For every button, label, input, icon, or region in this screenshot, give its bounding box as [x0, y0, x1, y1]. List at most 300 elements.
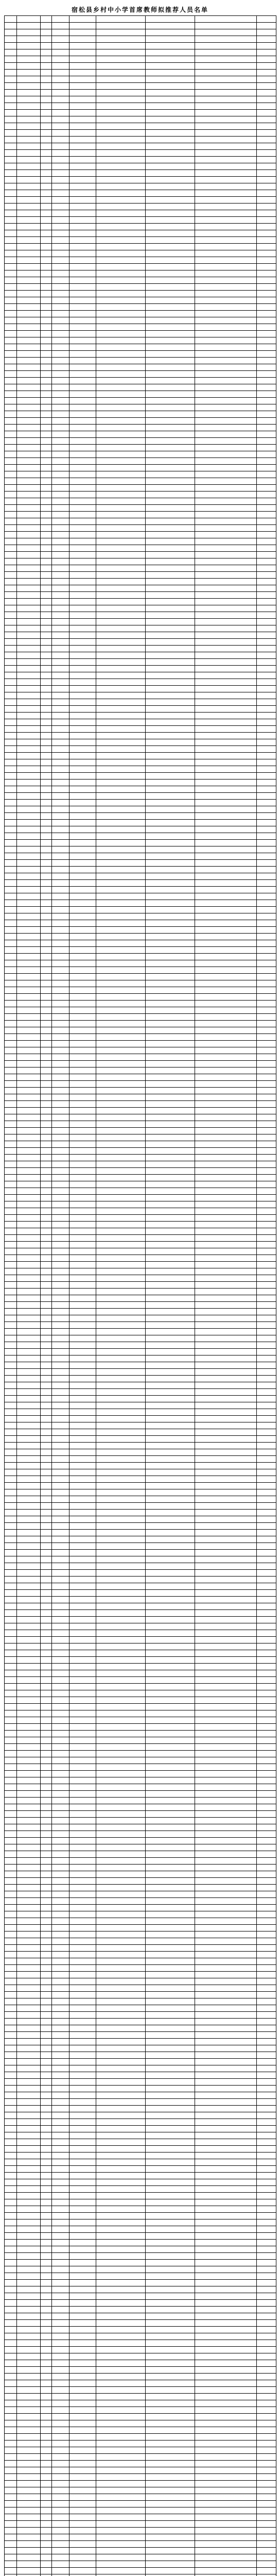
table-cell: [96, 1054, 146, 1061]
table-cell: [5, 1155, 17, 1161]
table-cell: [52, 2494, 69, 2501]
table-cell: [69, 1623, 96, 1630]
table-cell: [96, 465, 146, 471]
table-cell: [52, 927, 69, 934]
table-row: [5, 974, 276, 980]
table-cell: [96, 1188, 146, 1195]
table-cell: [41, 1731, 52, 1737]
table-cell: [17, 940, 41, 947]
table-cell: [96, 1885, 146, 1891]
table-cell: [41, 1617, 52, 1623]
table-cell: [5, 2528, 17, 2534]
table-cell: [5, 2327, 17, 2333]
table-cell: [96, 110, 146, 116]
table-cell: [96, 1925, 146, 1931]
table-cell: [96, 913, 146, 920]
table-cell: [96, 733, 146, 739]
table-row: [5, 270, 276, 277]
table-cell: [146, 183, 195, 190]
table-cell: [52, 585, 69, 592]
table-cell: [96, 1389, 146, 1396]
table-cell: [195, 867, 257, 873]
table-cell: [5, 766, 17, 773]
table-cell: [5, 1389, 17, 1396]
table-cell: [146, 49, 195, 56]
table-cell: [146, 686, 195, 692]
table-cell: [5, 1650, 17, 1657]
table-cell: [41, 1965, 52, 1972]
table-cell: [17, 2548, 41, 2554]
table-cell: [195, 612, 257, 619]
table-cell: [69, 311, 96, 317]
table-cell: [5, 1134, 17, 1141]
table-cell: [69, 130, 96, 137]
table-cell: [257, 699, 276, 706]
table-cell: [146, 2072, 195, 2079]
table-cell: [146, 826, 195, 833]
table-cell: [146, 532, 195, 538]
table-cell: [41, 2400, 52, 2407]
table-cell: [195, 398, 257, 404]
table-row: [5, 2019, 276, 2025]
table-cell: [52, 1556, 69, 1563]
table-cell: [5, 1831, 17, 1838]
table-cell: [17, 143, 41, 150]
table-cell: [195, 1382, 257, 1389]
table-row: [5, 605, 276, 612]
table-cell: [146, 773, 195, 779]
table-cell: [41, 291, 52, 297]
table-cell: [69, 284, 96, 291]
table-cell: [96, 1998, 146, 2005]
table-cell: [257, 2266, 276, 2273]
table-cell: [195, 1396, 257, 1402]
table-cell: [257, 1965, 276, 1972]
table-cell: [17, 994, 41, 1001]
table-cell: [257, 284, 276, 291]
table-cell: [52, 2307, 69, 2313]
table-cell: [195, 438, 257, 445]
table-cell: [52, 1583, 69, 1590]
table-row: [5, 545, 276, 552]
table-cell: [69, 1610, 96, 1617]
table-cell: [146, 820, 195, 826]
table-cell: [146, 1610, 195, 1617]
column-header: [96, 16, 146, 23]
table-cell: [17, 659, 41, 666]
table-cell: [257, 1409, 276, 1416]
table-cell: [146, 1463, 195, 1469]
table-cell: [146, 1617, 195, 1623]
table-cell: [69, 2199, 96, 2206]
table-cell: [17, 284, 41, 291]
table-cell: [52, 1978, 69, 1985]
table-cell: [146, 1664, 195, 1670]
table-cell: [146, 1630, 195, 1637]
table-cell: [41, 1483, 52, 1489]
table-cell: [146, 1074, 195, 1081]
table-cell: [146, 2347, 195, 2353]
table-cell: [96, 1570, 146, 1577]
table-cell: [5, 411, 17, 418]
table-cell: [257, 143, 276, 150]
table-row: [5, 558, 276, 565]
table-cell: [257, 1891, 276, 1898]
table-cell: [41, 1938, 52, 1945]
table-cell: [195, 1027, 257, 1034]
table-cell: [146, 2461, 195, 2467]
table-cell: [5, 90, 17, 96]
table-cell: [17, 1422, 41, 1429]
table-cell: [17, 76, 41, 83]
table-cell: [17, 498, 41, 505]
table-cell: [41, 1657, 52, 1664]
table-cell: [52, 1436, 69, 1443]
table-cell: [96, 1242, 146, 1248]
table-cell: [17, 1449, 41, 1456]
table-cell: [5, 1148, 17, 1155]
table-cell: [41, 2534, 52, 2541]
table-row: [5, 2106, 276, 2112]
table-cell: [17, 1121, 41, 1128]
table-cell: [5, 1376, 17, 1382]
column-header: [257, 16, 276, 23]
table-cell: [5, 1523, 17, 1530]
table-cell: [96, 840, 146, 846]
table-cell: [69, 1637, 96, 1643]
table-cell: [52, 1710, 69, 1717]
table-cell: [69, 177, 96, 183]
table-cell: [41, 1463, 52, 1469]
table-cell: [17, 56, 41, 63]
table-cell: [52, 1577, 69, 1583]
table-cell: [96, 1141, 146, 1148]
table-cell: [52, 204, 69, 210]
table-cell: [5, 2126, 17, 2132]
table-row: [5, 1275, 276, 1282]
table-cell: [96, 1811, 146, 1818]
table-cell: [96, 786, 146, 793]
table-cell: [69, 70, 96, 76]
table-cell: [17, 518, 41, 525]
table-cell: [257, 210, 276, 217]
table-cell: [96, 2407, 146, 2414]
table-cell: [52, 2179, 69, 2186]
table-cell: [52, 270, 69, 277]
table-cell: [69, 2146, 96, 2153]
table-cell: [5, 900, 17, 907]
table-cell: [5, 130, 17, 137]
table-cell: [257, 1402, 276, 1409]
table-cell: [41, 96, 52, 103]
table-cell: [146, 103, 195, 110]
table-cell: [257, 1650, 276, 1657]
table-cell: [146, 177, 195, 183]
table-cell: [17, 833, 41, 840]
table-cell: [69, 525, 96, 532]
table-cell: [69, 1992, 96, 1998]
table-row: [5, 1396, 276, 1402]
table-cell: [41, 1128, 52, 1134]
table-cell: [41, 478, 52, 485]
table-cell: [17, 2186, 41, 2193]
table-cell: [69, 793, 96, 800]
table-cell: [52, 1242, 69, 1248]
table-cell: [195, 1831, 257, 1838]
table-cell: [69, 2132, 96, 2139]
table-cell: [17, 2360, 41, 2367]
table-cell: [52, 1001, 69, 1007]
table-cell: [257, 1570, 276, 1577]
table-cell: [146, 351, 195, 358]
table-cell: [69, 773, 96, 779]
table-cell: [195, 739, 257, 746]
table-cell: [96, 759, 146, 766]
table-cell: [5, 846, 17, 853]
table-cell: [17, 1597, 41, 1603]
table-cell: [41, 2206, 52, 2213]
table-cell: [69, 1054, 96, 1061]
table-cell: [5, 512, 17, 518]
table-cell: [257, 994, 276, 1001]
table-cell: [96, 2374, 146, 2380]
table-row: [5, 1503, 276, 1510]
table-cell: [69, 659, 96, 666]
table-cell: [96, 2079, 146, 2086]
table-cell: [257, 1603, 276, 1610]
table-cell: [17, 1630, 41, 1637]
table-cell: [69, 304, 96, 311]
table-cell: [69, 358, 96, 364]
table-row: [5, 2427, 276, 2434]
table-cell: [195, 632, 257, 639]
table-cell: [146, 1322, 195, 1329]
table-cell: [52, 1014, 69, 1021]
table-cell: [41, 1885, 52, 1891]
table-row: [5, 1844, 276, 1851]
table-cell: [146, 2387, 195, 2394]
table-cell: [69, 1530, 96, 1536]
table-cell: [195, 1556, 257, 1563]
table-cell: [257, 2032, 276, 2039]
table-cell: [96, 1684, 146, 1690]
table-cell: [96, 1851, 146, 1858]
table-cell: [52, 1550, 69, 1556]
table-cell: [17, 1945, 41, 1952]
table-cell: [195, 2554, 257, 2561]
table-cell: [146, 1570, 195, 1577]
table-cell: [52, 364, 69, 371]
table-row: [5, 150, 276, 157]
table-cell: [17, 1697, 41, 1704]
table-cell: [257, 659, 276, 666]
table-cell: [257, 2293, 276, 2300]
table-cell: [146, 2045, 195, 2052]
table-cell: [257, 458, 276, 465]
table-cell: [5, 753, 17, 759]
table-cell: [69, 431, 96, 438]
table-cell: [52, 1898, 69, 1905]
table-cell: [146, 940, 195, 947]
table-cell: [195, 1985, 257, 1992]
table-cell: [96, 2280, 146, 2286]
table-cell: [257, 505, 276, 512]
table-cell: [195, 1697, 257, 1704]
table-cell: [96, 2501, 146, 2507]
table-cell: [146, 639, 195, 646]
table-cell: [52, 967, 69, 974]
table-cell: [69, 1972, 96, 1978]
table-cell: [5, 1349, 17, 1355]
table-cell: [96, 1443, 146, 1449]
table-cell: [5, 284, 17, 291]
table-cell: [41, 579, 52, 585]
table-cell: [195, 1121, 257, 1128]
table-cell: [257, 2387, 276, 2394]
table-cell: [52, 739, 69, 746]
table-cell: [41, 2159, 52, 2166]
table-cell: [5, 1201, 17, 1208]
table-cell: [257, 478, 276, 485]
table-cell: [69, 1322, 96, 1329]
table-cell: [52, 1148, 69, 1155]
table-cell: [96, 1041, 146, 1047]
table-cell: [52, 572, 69, 579]
table-cell: [69, 2487, 96, 2494]
table-row: [5, 1583, 276, 1590]
table-cell: [52, 2574, 69, 2576]
table-cell: [257, 1396, 276, 1402]
table-cell: [257, 853, 276, 860]
column-header: [146, 16, 195, 23]
table-cell: [41, 2213, 52, 2219]
table-cell: [17, 974, 41, 980]
table-row: [5, 672, 276, 679]
table-cell: [5, 264, 17, 270]
table-cell: [17, 1617, 41, 1623]
table-cell: [146, 2507, 195, 2514]
table-cell: [5, 1168, 17, 1175]
table-cell: [41, 1751, 52, 1757]
table-cell: [69, 880, 96, 887]
table-row: [5, 853, 276, 860]
table-cell: [146, 786, 195, 793]
table-cell: [146, 264, 195, 270]
table-cell: [17, 1402, 41, 1409]
table-cell: [96, 1523, 146, 1530]
table-cell: [52, 612, 69, 619]
table-cell: [195, 1067, 257, 1074]
table-row: [5, 505, 276, 512]
table-cell: [5, 2139, 17, 2146]
table-cell: [52, 2320, 69, 2327]
table-cell: [146, 1777, 195, 1784]
table-cell: [69, 2407, 96, 2414]
table-row: [5, 1885, 276, 1891]
table-cell: [146, 90, 195, 96]
table-row: [5, 2387, 276, 2394]
table-cell: [52, 224, 69, 230]
table-row: [5, 1007, 276, 1014]
table-cell: [96, 2548, 146, 2554]
table-cell: [69, 1242, 96, 1248]
table-cell: [195, 2126, 257, 2132]
table-cell: [17, 2568, 41, 2574]
table-cell: [257, 900, 276, 907]
table-row: [5, 1737, 276, 1744]
table-cell: [146, 2574, 195, 2576]
table-row: [5, 1556, 276, 1563]
table-cell: [5, 1878, 17, 1885]
table-cell: [5, 2534, 17, 2541]
table-cell: [41, 1784, 52, 1791]
table-row: [5, 1181, 276, 1188]
table-cell: [69, 612, 96, 619]
table-cell: [52, 2300, 69, 2307]
table-cell: [52, 1161, 69, 1168]
table-cell: [52, 1134, 69, 1141]
table-row: [5, 1449, 276, 1456]
table-cell: [96, 1396, 146, 1402]
table-cell: [195, 779, 257, 786]
table-cell: [41, 1054, 52, 1061]
table-cell: [41, 1637, 52, 1643]
table-cell: [5, 2521, 17, 2528]
table-row: [5, 364, 276, 371]
table-cell: [69, 2307, 96, 2313]
table-cell: [96, 766, 146, 773]
table-cell: [5, 2360, 17, 2367]
table-cell: [17, 1329, 41, 1335]
table-cell: [52, 2474, 69, 2481]
table-cell: [69, 331, 96, 337]
table-cell: [96, 116, 146, 123]
table-cell: [41, 686, 52, 692]
table-cell: [52, 934, 69, 940]
table-cell: [17, 1925, 41, 1931]
table-cell: [257, 1449, 276, 1456]
table-cell: [17, 1047, 41, 1054]
table-cell: [5, 1094, 17, 1101]
table-cell: [41, 204, 52, 210]
table-cell: [69, 1094, 96, 1101]
table-cell: [5, 2226, 17, 2233]
table-cell: [257, 1262, 276, 1268]
table-cell: [69, 378, 96, 384]
table-cell: [5, 1242, 17, 1248]
table-cell: [5, 183, 17, 190]
table-cell: [41, 2186, 52, 2193]
table-cell: [41, 1027, 52, 1034]
table-cell: [5, 1409, 17, 1416]
table-cell: [5, 2494, 17, 2501]
table-cell: [17, 1664, 41, 1670]
table-cell: [195, 659, 257, 666]
table-cell: [17, 733, 41, 739]
table-cell: [52, 974, 69, 980]
table-row: [5, 425, 276, 431]
table-cell: [96, 1155, 146, 1161]
table-cell: [257, 1791, 276, 1798]
table-row: [5, 451, 276, 458]
table-cell: [17, 1456, 41, 1463]
table-row: [5, 632, 276, 639]
table-cell: [41, 1422, 52, 1429]
table-cell: [146, 1429, 195, 1436]
table-cell: [96, 103, 146, 110]
table-cell: [257, 545, 276, 552]
table-cell: [69, 2528, 96, 2534]
